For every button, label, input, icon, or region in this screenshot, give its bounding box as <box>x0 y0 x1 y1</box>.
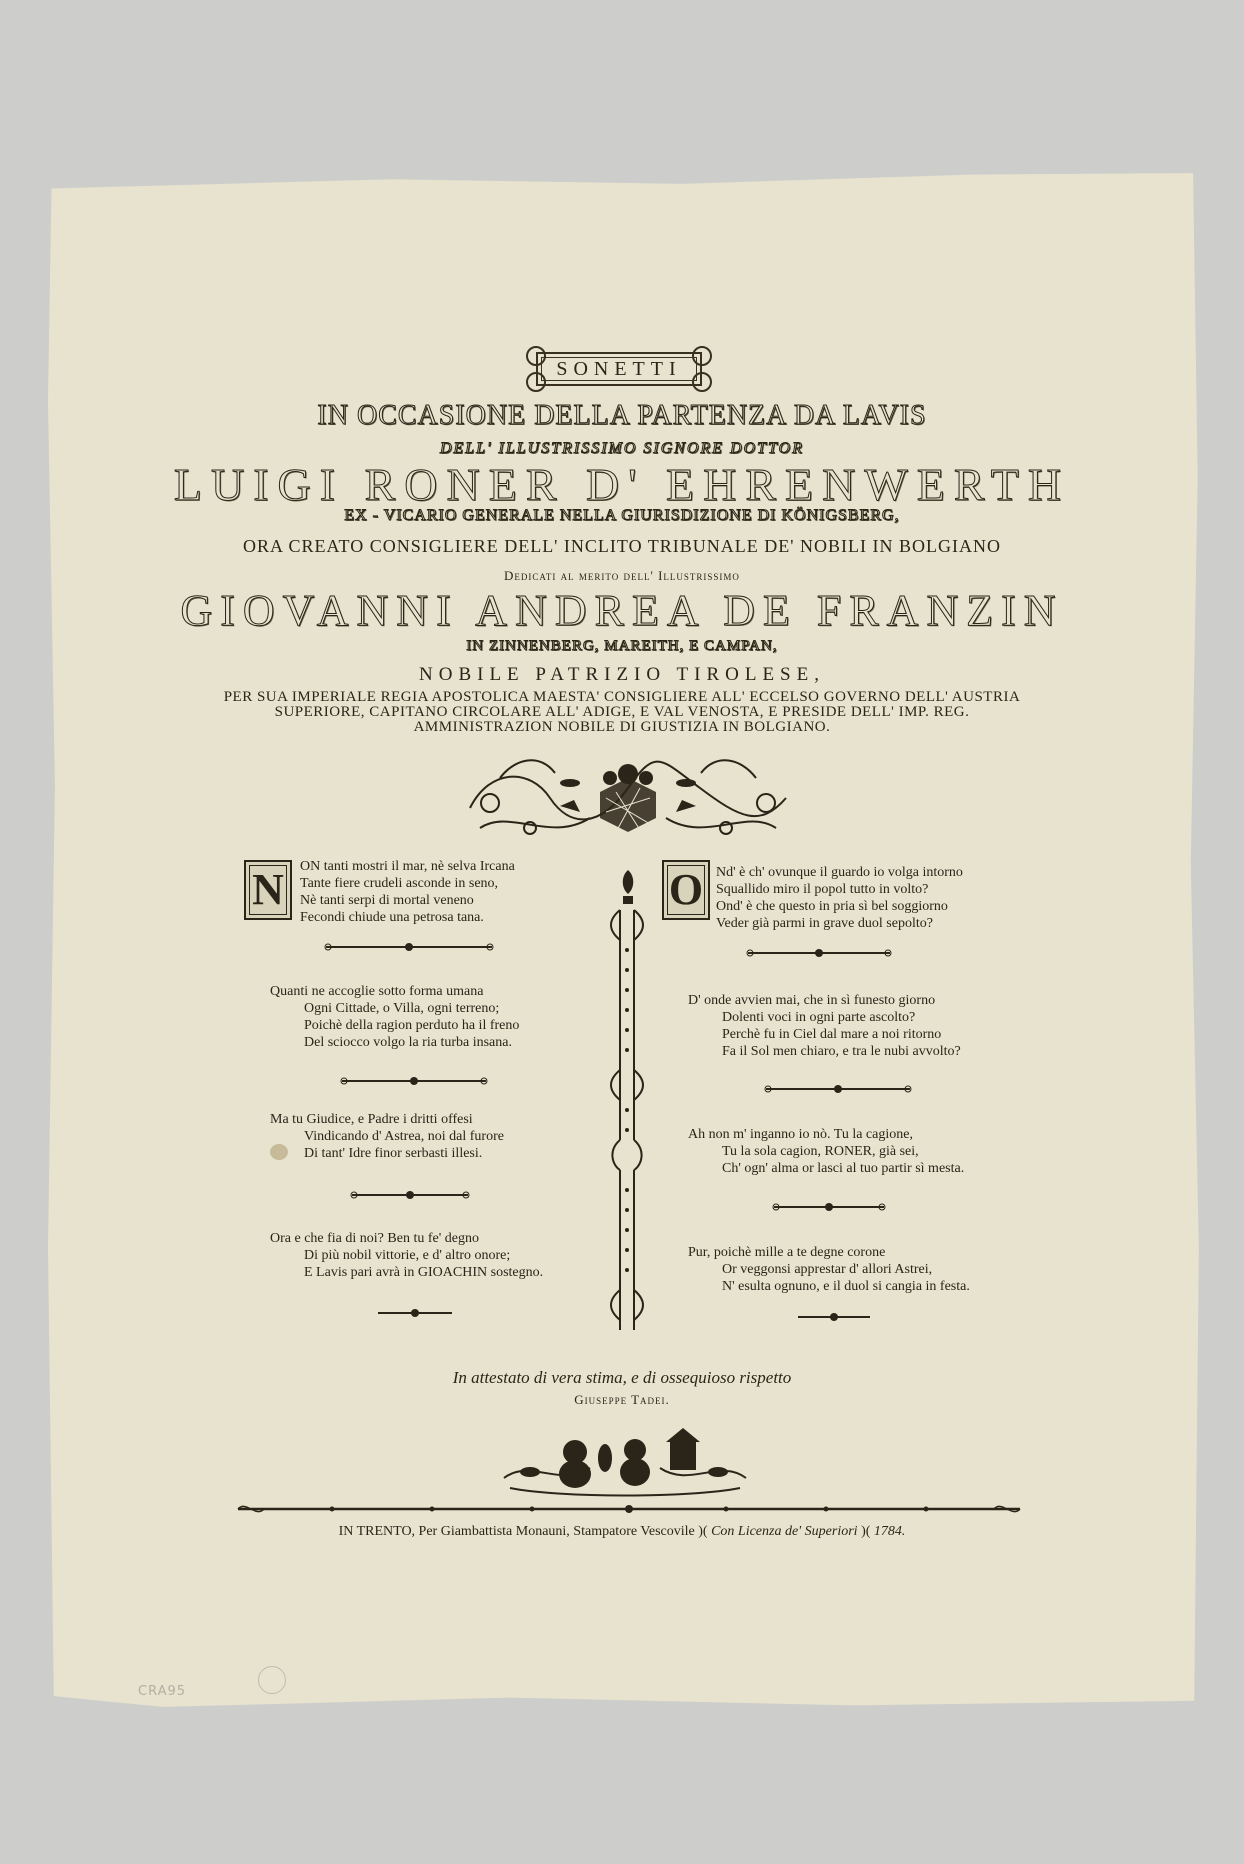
heading-ora-creato: ORA CREATO CONSIGLIERE DELL' INCLITO TRIBUNALE DE' NOBILI IN BOLGIANO <box>243 536 1001 556</box>
verse-line: Quanti ne accoglie sotto forma umana <box>270 984 484 999</box>
floral-vignette <box>460 748 796 852</box>
verse-line: Ah non m' inganno io nò. Tu la cagione, <box>688 1127 913 1142</box>
heading-titles-line-1: PER SUA IMPERIALE REGIA APOSTOLICA MAESTA' CONSIGLIERE ALL' ECCELSO GOVERNO DELL' AUSTRIA <box>223 689 1021 705</box>
imprint-separator: )( <box>698 1524 712 1539</box>
verse-line: E Lavis pari avrà in GIOACHIN sostegno. <box>304 1265 544 1280</box>
printer-imprint <box>0 1524 1244 1540</box>
verse-line: Vindicando d' Astrea, noi dal furore <box>304 1129 504 1144</box>
archive-stamp-circle <box>258 1666 286 1694</box>
title-cartouche <box>524 346 714 392</box>
base-ornamental-rule <box>232 1500 1026 1518</box>
verse-line: Ma tu Giudice, e Padre i dritti offesi <box>270 1112 473 1127</box>
verse-line: Ora e che fia di noi? Ben tu fe' degno <box>270 1231 479 1246</box>
imprint-main: IN TRENTO, Per Giambattista Monauni, Stampatore Vescovile <box>338 1524 695 1539</box>
verse-line: Perchè fu in Ciel dal mare a noi ritorno <box>722 1027 942 1042</box>
verse-line: Poichè della ragion perduto ha il freno <box>304 1018 520 1033</box>
verse-line: Fecondi chiude una petrosa tana. <box>300 910 484 925</box>
imprint-separator: )( <box>861 1524 874 1539</box>
sonnet-right-stanza-1 <box>716 864 963 932</box>
heading-nobile-patrizio: NOBILE PATRIZIO TIROLESE, <box>419 664 825 685</box>
sonnet-left-stanza-3 <box>270 1111 504 1162</box>
verse-line: N' esulta ognuno, e il duol si cangia in festa. <box>722 1279 970 1294</box>
sonnet-right-stanza-4 <box>688 1244 970 1295</box>
urn-ornament <box>617 868 639 908</box>
heading-ex-vicario: EX - VICARIO GENERALE NELLA GIURISDIZIONE DI KÖNIGSBERG, <box>344 507 900 524</box>
heading-titles-line-3: AMMINISTRAZION NOBILE DI GIUSTIZIA IN BOLGIANO. <box>413 719 831 735</box>
heading-dell-illustrissimo: DELL' ILLUSTRISSIMO SIGNORE DOTTOR <box>439 440 805 457</box>
verse-line: Di più nobil vittorie, e d' altro onore; <box>304 1248 511 1263</box>
verse-line: Pur, poichè mille a te degne corone <box>688 1245 886 1260</box>
ornamental-rule <box>744 946 894 960</box>
sonnet-left-stanza-4 <box>270 1230 543 1281</box>
dropcap-left: N <box>244 860 292 920</box>
archive-stamp: CRA95 <box>138 1684 187 1699</box>
central-column-ornament <box>608 870 646 1340</box>
verse-line: Ch' ogn' alma or lasci al tuo partir sì mesta. <box>722 1161 965 1176</box>
verse-line: Tu la sola cagion, RONER, già sei, <box>722 1144 919 1159</box>
sonnet-right-stanza-3 <box>688 1126 964 1177</box>
verse-line: Veder già parmi in grave duol sepolto? <box>716 916 933 931</box>
verse-line: Fa il Sol men chiaro, e tra le nubi avvolto? <box>722 1044 961 1059</box>
sonnet-left-stanza-1 <box>300 858 515 926</box>
ornamental-rule <box>374 1306 456 1320</box>
verse-line: Or veggonsi apprestar d' allori Astrei, <box>722 1262 933 1277</box>
verse-line: Del sciocco volgo la ria turba insana. <box>304 1035 512 1050</box>
ornamental-rule <box>322 940 496 954</box>
ornamental-rule <box>794 1310 874 1324</box>
heading-giovanni-franzin: GIOVANNI ANDREA DE FRANZIN <box>180 586 1064 635</box>
verse-line: D' onde avvien mai, che in sì funesto giorno <box>688 993 936 1008</box>
verse-line: ON tanti mostri il mar, nè selva Ircana <box>300 859 515 874</box>
imprint-licence: Con Licenza de' Superiori <box>711 1524 858 1539</box>
verse-line: Dolenti voci in ogni parte ascolto? <box>722 1010 916 1025</box>
heading-luigi-roner: LUIGI RONER D' EHRENWERTH <box>173 459 1071 510</box>
verse-line: Squallido miro il popol tutto in volto? <box>716 882 929 897</box>
heading-occasione: IN OCCASIONE DELLA PARTENZA DA LAVIS <box>317 400 927 431</box>
sonnet-right-stanza-2 <box>688 992 961 1060</box>
ornamental-rule <box>338 1074 490 1088</box>
verse-line: Ogni Cittade, o Villa, ogni terreno; <box>304 1001 500 1016</box>
author-signature: Giuseppe Tadei. <box>574 1392 670 1407</box>
verse-line: Di tant' Idre finor serbasti illesi. <box>304 1146 483 1161</box>
dropcap-right: O <box>662 860 710 920</box>
cherubs-vignette <box>500 1428 750 1498</box>
sonnet-left-stanza-2 <box>270 983 519 1051</box>
dedication-attestato: In attestato di vera stima, e di ossequioso rispetto <box>452 1368 792 1387</box>
heading-dedicati: Dedicati al merito dell' Illustrissimo <box>504 568 740 583</box>
ornamental-rule <box>762 1082 914 1096</box>
imprint-year: 1784. <box>873 1524 906 1539</box>
ornamental-rule <box>348 1188 472 1202</box>
verse-line: Nè tanti serpi di mortal veneno <box>300 893 474 908</box>
verse-line: Ond' è che questo in pria sì bel soggiorno <box>716 899 948 914</box>
ornamental-rule <box>770 1200 888 1214</box>
verse-line: Nd' è ch' ovunque il guardo io volga intorno <box>716 865 963 880</box>
verse-line: Tante fiere crudeli asconde in seno, <box>300 876 499 891</box>
paper-stain <box>270 1144 288 1160</box>
heading-zinnenberg: IN ZINNENBERG, MAREITH, E CAMPAN, <box>466 638 778 654</box>
title-sonetti: SONETTI <box>556 358 682 380</box>
heading-titles-line-2: SUPERIORE, CAPITANO CIRCOLARE ALL' ADIGE, E VAL VENOSTA, E PRESIDE DELL' IMP. REG. <box>274 704 970 720</box>
heading-titles-block <box>0 690 1244 735</box>
